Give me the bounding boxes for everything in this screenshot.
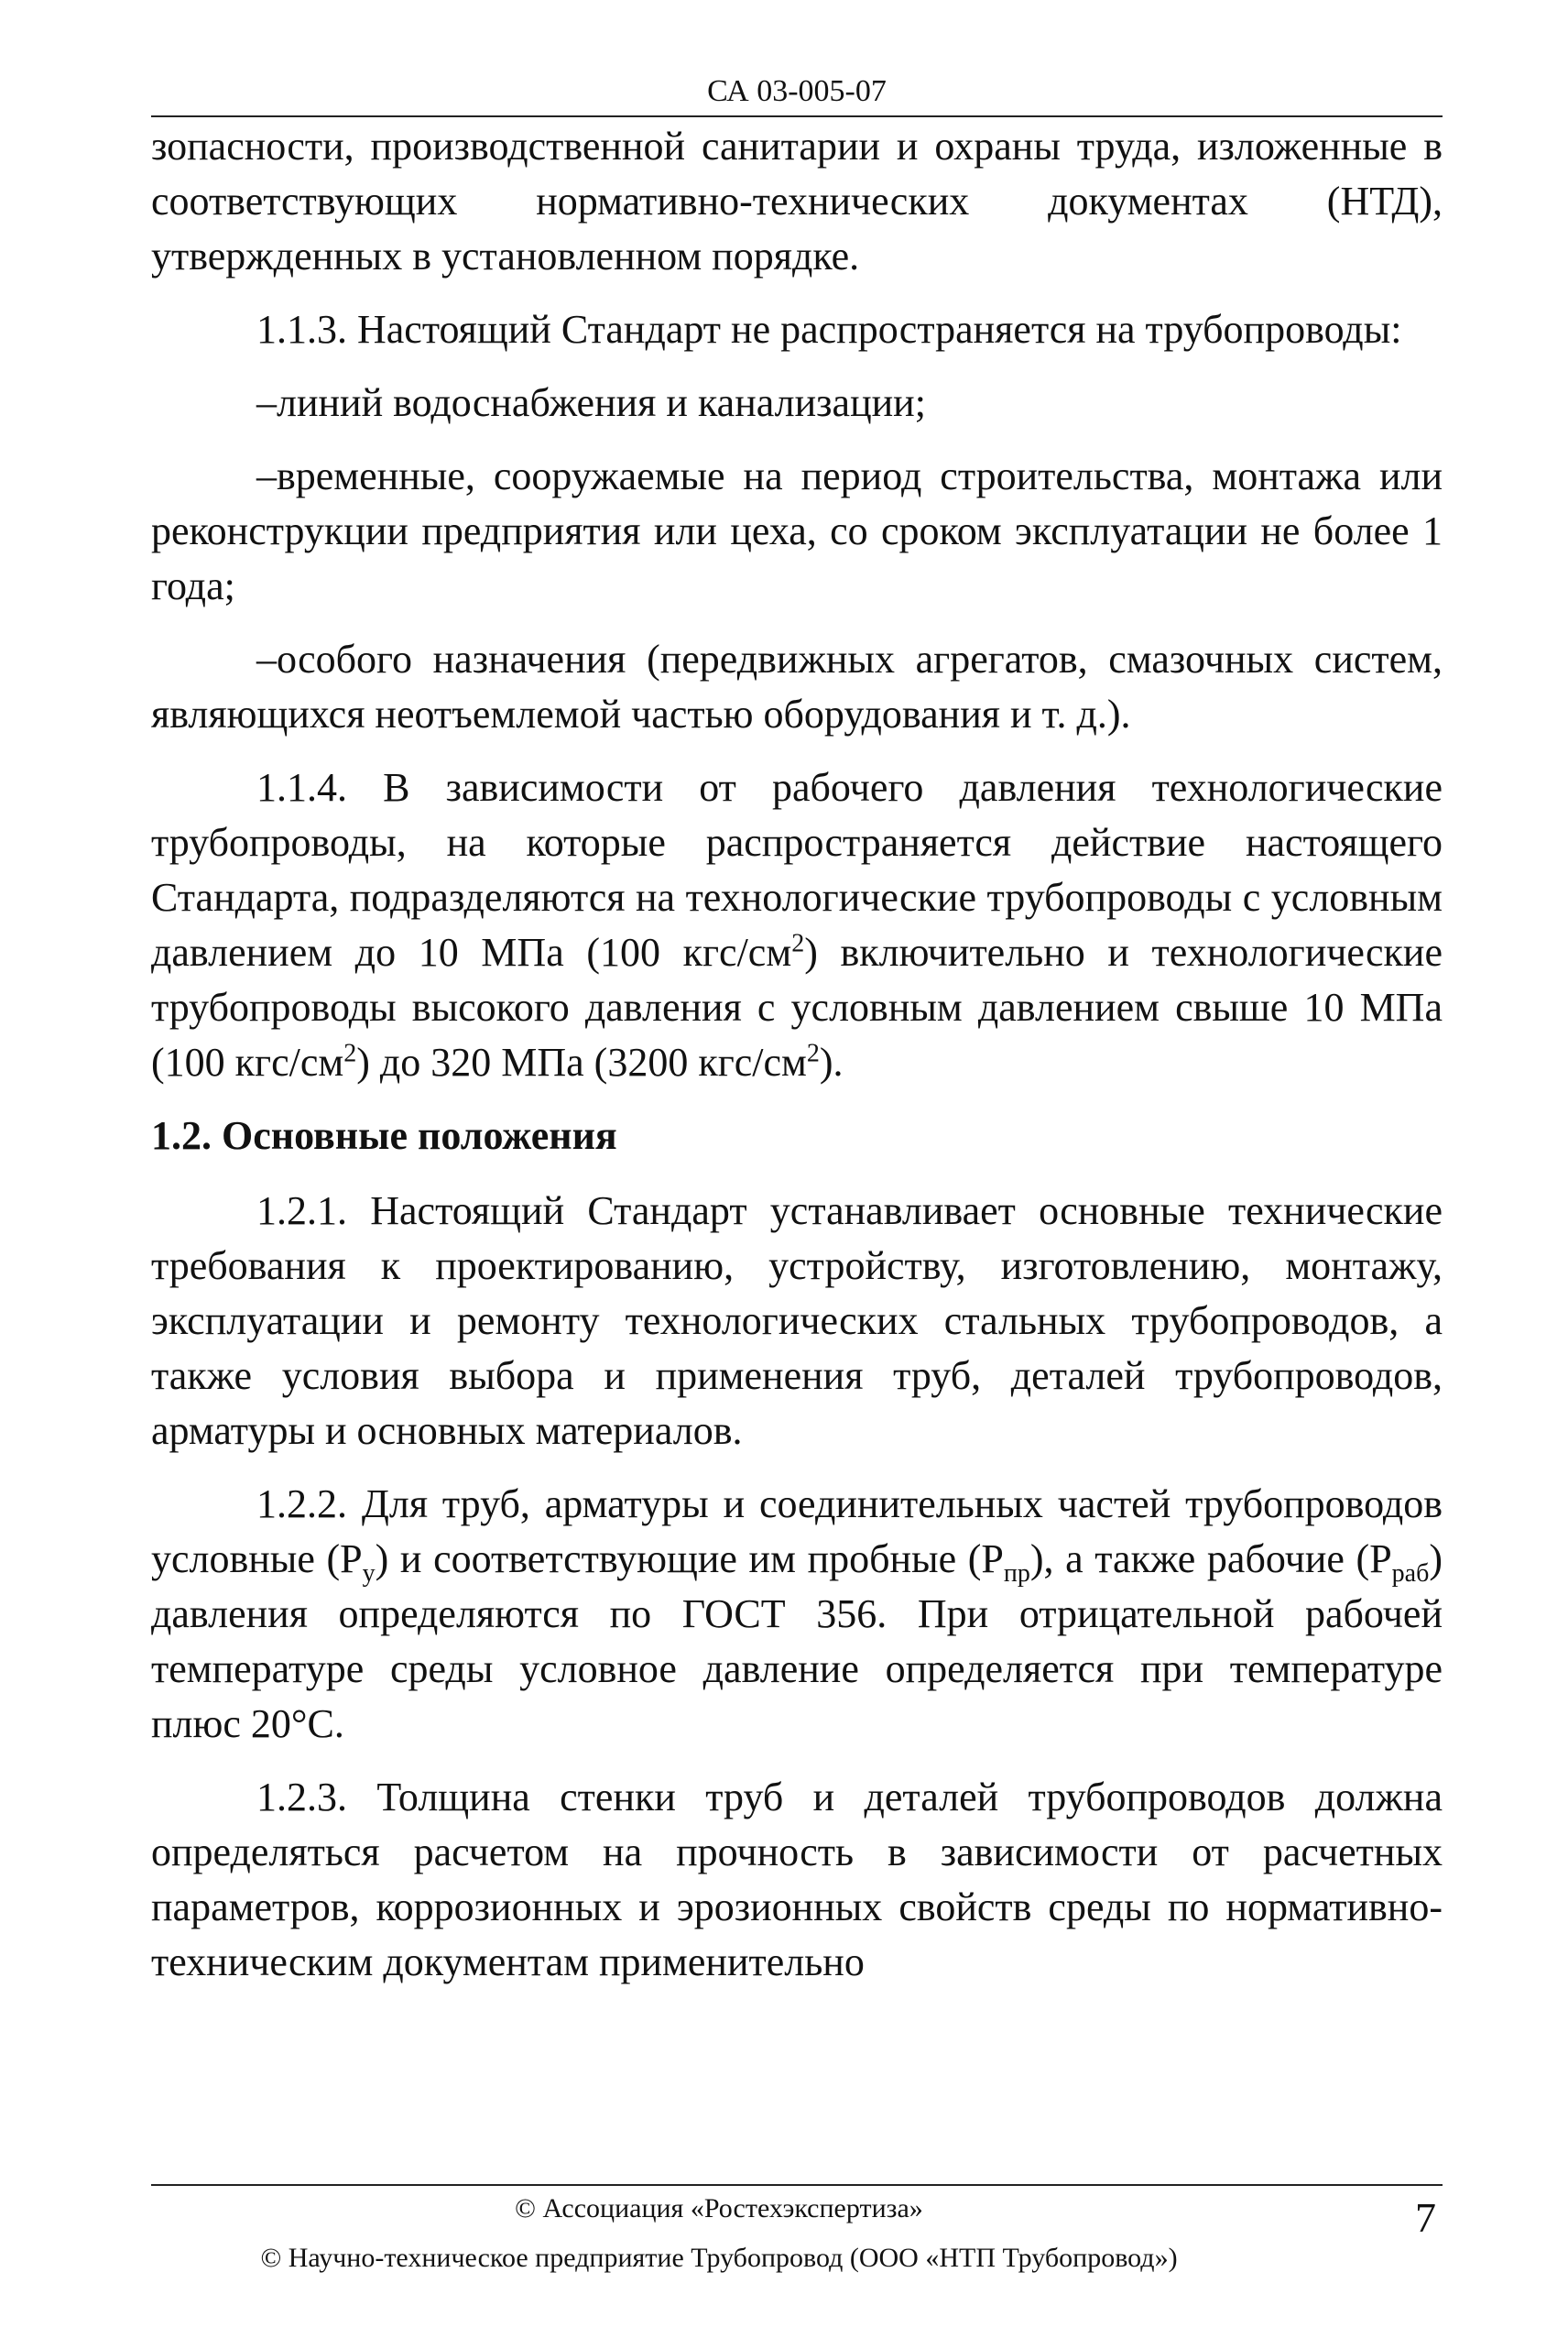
header-divider	[151, 115, 1443, 117]
paragraph-1-2-3: 1.2.3. Толщина стенки труб и деталей трубопроводов должна определяться расчетом на прочность в зависимости от расчетных параметров, коррозионных и эрозионных свойств среды по нормативно-техническим документам применительно	[151, 1775, 1443, 1984]
subscript: раб	[1391, 1558, 1430, 1588]
paragraph-1-1-4	[151, 760, 1443, 1090]
page-body	[151, 119, 1443, 2008]
footer-copyright-association: © Ассоциация «Ростехэкспертиза»	[515, 2193, 923, 2223]
document-code-header: СА 03-005-07	[707, 74, 887, 108]
paragraph-1-2-2	[151, 1477, 1443, 1752]
list-item-water-supply: –линий водоснабжения и канализации;	[256, 380, 926, 425]
section-heading-1-2: 1.2. Основные положения	[151, 1113, 617, 1158]
paragraph-1-2-1: 1.2.1. Настоящий Стандарт устанавливает основные технические требования к проектированию, устройству, изготовлению, монтажу, эксплуатации и ремонту технологических стальных трубопроводов, а также условия выбора и применения труб, деталей трубопроводов, арматуры и основных материалов.	[151, 1188, 1443, 1453]
text-segment: ), а также рабочие (P	[1029, 1536, 1392, 1581]
page-number: 7	[1415, 2194, 1436, 2241]
superscript: 2	[791, 929, 805, 958]
text-segment: ) и соответствующие им пробные (P	[375, 1536, 1004, 1581]
superscript: 2	[343, 1039, 357, 1068]
footer-divider	[151, 2184, 1443, 2186]
paragraph-1-1-3: 1.1.3. Настоящий Стандарт не распространяется на трубопроводы:	[256, 307, 1402, 352]
text-segment: 1.1.4. В зависимости от рабочего давления технологические трубопроводы, на которые распространяется действие настоящего Стандарта, подразделяются на технологические трубопроводы с условным давлением до 10 МПа (100 кгс/см	[151, 765, 1443, 975]
paragraph-continuation: зопасности, производственной санитарии и охраны труда, изложенные в соответствующих нормативно-технических документах (НТД), утвержденных в установленном порядке.	[151, 124, 1443, 279]
text-segment: ) включительно и технологические трубопроводы высокого давления с условным давлением свыше 10 МПа (100 кгс/см	[151, 930, 1443, 1085]
text-segment: ).	[819, 1040, 844, 1085]
superscript: 2	[806, 1039, 820, 1068]
text-segment: ) до 320 МПа (3200 кгс/см	[356, 1040, 807, 1085]
text-segment: 1.2.2. Для труб, арматуры и соединительных частей трубопроводов условные (P	[151, 1481, 1443, 1581]
subscript: пр	[1003, 1558, 1030, 1588]
text-segment: ) давления определяются по ГОСТ 356. При отрицательной рабочей температуре среды условное давление определяется при температуре плюс 20°С.	[151, 1536, 1443, 1746]
subscript: у	[362, 1558, 376, 1588]
list-item-temporary: –временные, сооружаемые на период строительства, монтажа или реконструкции предприятия или цеха, со сроком эксплуатации не более 1 года;	[151, 453, 1443, 608]
list-item-special-purpose: –особого назначения (передвижных агрегатов, смазочных систем, являющихся неотъемлемой частью оборудования и т. д.).	[151, 637, 1443, 737]
footer-copyright-company: © Научно-техническое предприятие Трубопровод (ООО «НТП Трубопровод»)	[260, 2243, 1178, 2273]
